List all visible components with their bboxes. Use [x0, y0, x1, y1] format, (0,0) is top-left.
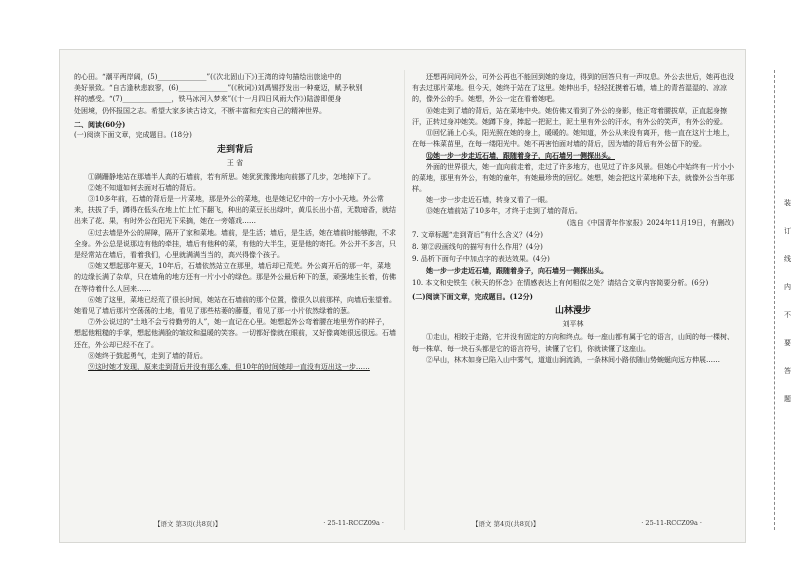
- question: 7. 文章标题“走到背后”有什么含义？(4分): [412, 230, 543, 239]
- paragraph: 还想再问问外公，可外公再也不能回到她的身边，得到的回答只有一声叹息。外公去世后，她再也没有去过那片菜地。但今天，她终于站在了这里。她伸出手，轻轻抚摸着石墙，墙上的青苔湿湿的、凉凉的，像外公的手。她想，外公一定在看着她吧。: [412, 73, 734, 104]
- paragraph: 她一步一步走近石墙，转身又看了一眼。: [426, 196, 552, 205]
- underlined-sentence: ⑨这时她才发现，原来走到背后并没有那么难，但10年的时间她却一直没有迈出这一步……: [88, 363, 370, 372]
- paragraph: ②早山，林木如身已陷入山中雾气，道道山涧流淌，一条林间小路依随山势蜿蜒向远方伸展……: [426, 355, 720, 364]
- spine-char: 线: [784, 255, 791, 263]
- part-heading: (一)阅读下面文章，完成题目。(18分): [74, 131, 192, 140]
- left-column: [74, 72, 396, 373]
- paragraph: 外面的世界很大，她一直向前走着，走过了许多地方，也见过了许多风景。但她心中始终有一片小小的菜地，那里有外公，有她的童年，有她最珍贵的回忆。她想，她会把这片菜地种下去，就像外公当年那样。: [412, 162, 734, 194]
- part-heading: (二)阅读下面文章，完成题目。(12分): [412, 291, 533, 301]
- bold-underlined-paragraph: ⑫她一步一步走近石墙，跟随着身子，向石墙另一侧探出头。: [426, 151, 615, 161]
- right-column: [412, 72, 734, 366]
- paragraph: ③10多年前，石墙的背后是一片菜地，那是外公的菜地，也是她记忆中的一方小小天地。外公常来，扶拔了手，蹲得在低头在地上忙上忙下翻飞，种出的菜豆长出绿叶，黄瓜长出小苗，无数暗香，就结出来了花、果，有时外公在阳光下采摘，她在一旁嬉戏……: [74, 195, 396, 226]
- paragraph: ②她不知道如何去面对石墙的背后。: [88, 183, 200, 192]
- text-line: 样的感受。“(7)______________，铁马冰河入梦来”(《十一月四日风雨大作》)陆游即便身: [74, 95, 342, 104]
- article-title: 走到背后: [216, 145, 253, 156]
- footer-code: · 25-11-RCCZ09a ·: [641, 519, 702, 527]
- article-title: 山林漫步: [554, 306, 591, 317]
- article-author: 刘平林: [562, 320, 584, 329]
- footer-page: 【语文 第3页(共8页)】: [154, 520, 222, 528]
- paragraph: ①走山，相较于走路，它并没有固定的方向和终点。每一座山都有属于它的语言，山间的每一棵树、每一株草、每一块石头都是它的语言符号，读懂了它们，你就读懂了这座山。: [412, 333, 734, 353]
- spine-char: 题: [784, 395, 791, 403]
- paragraph: ①蹒跚静地站在那墙半人高的石墙前，若有所思。她犹犹豫豫地向前挪了几步，怎地掉下了。: [88, 172, 375, 181]
- paragraph: ④过去墙是外公的屏障，隔开了家和菜地。墙前，是生活；墙后，是生活，她在墙前时能够跑，不求全身。外公总是说那边有他的牵挂，墙后有他种的菜，有他的大半生，更是他的寄托。外公并不多言，只是经常站在墙后，看着我们，心里就满满当当的，高兴得像个孩子。: [74, 228, 396, 260]
- spine-char: 不: [784, 311, 791, 319]
- section-heading: 二、阅读(60分): [74, 119, 126, 129]
- page-footer-left: [154, 519, 384, 528]
- paragraph: ⑥她了这里，菜地已经荒了很长时间，她站在石墙前的那个位置，像很久以前那样，向墙后张望着。她看见了墙后那片空荡荡的土地，看见了那些枯萎的藤蔓，看见了那一小片依然绿着的葱。: [74, 295, 396, 316]
- question-quote: 她一步一步走近石墙，跟随着身子，向石墙另一侧探出头。: [426, 266, 608, 276]
- paragraph: ⑤她又想起那年夏天，10年后，石墙依然站立在那里，墙后却已荒芜。外公离开后的那一年，菜地的边缘长满了杂草，只在墙角的地方还有一片小小的绿色。那是外公最后种下的葱，顽强地生长着，仿佛在等待着什么人回来……: [74, 262, 396, 293]
- spine-char: 订: [784, 227, 791, 235]
- paragraph: ⑬她在墙前站了10多年，才终于走到了墙的背后。: [426, 207, 582, 216]
- spine-char: 答: [784, 367, 791, 375]
- question: 10. 本文和史铁生《秋天的怀念》在情感表达上有何相似之处？请结合文章内容简要分析。(6分): [412, 278, 709, 287]
- question: 8. 第②段画线句的描写有什么作用？(4分): [412, 243, 543, 252]
- spine-char: 要: [784, 339, 791, 347]
- footer-code: · 25-11-RCCZ09a ·: [323, 519, 384, 527]
- paragraph: ⑪回忆涌上心头，阳光照在她的身上，暖暖的。她知道，外公从来没有离开，他一直在这片土地上，在每一株菜苗里，在每一缕阳光中。她不再害怕面对墙的背后，因为墙的背后有外公留下的爱。: [412, 129, 734, 149]
- source-note: (选自《中国青年作家报》2024年11月19日，有删改): [566, 218, 734, 227]
- exam-sheet: [60, 50, 791, 542]
- spine-char: 内: [784, 283, 791, 291]
- text-line: 美好景致。“自古逢秋悲寂寥，(6)______________”(《秋词》)刘禹锡抒发出一种豪迈，赋予秋别: [74, 84, 363, 93]
- footer-page: 【语文 第4页(共8页)】: [472, 520, 540, 528]
- paragraph: ⑩她走到了墙的背后，站在菜地中央。她仿佛又看到了外公的身影，他正弯着腰拔草，正直起身擦汗，正转过身冲她笑。她蹲下身，捧起一把泥土，泥土里有外公的汗水，有外公的笑声，有外公的爱。: [412, 106, 727, 126]
- article-author: 王 省: [226, 159, 244, 168]
- text-line: 的心田。“潮平两岸阔，(5)______________”(《次北固山下》)王湾的诗句描绘出旅途中的: [74, 73, 342, 81]
- text-line: 处困境，仍怀报国之志。希望大家多读古诗文，不断丰富和充实自己的精神世界。: [74, 106, 326, 115]
- binding-margin: [774, 70, 794, 530]
- paragraph: ⑦外公说过的“土地不会亏待勤劳的人”，她一直记在心里。她想起外公弯着腰在地里劳作的样子，想起他粗糙的手掌，想起他满脸的皱纹和温暖的笑容。一切都好像就在眼前，又好像离她很远很远。石墙还在，外公却已经不在了。: [74, 318, 396, 349]
- page-footer-right: [472, 519, 702, 528]
- paragraph: ⑧她终于鼓起勇气，走到了墙的背后。: [88, 351, 207, 360]
- column-divider: [404, 70, 405, 530]
- question: 9. 品析下面句子中加点字的表达效果。(4分): [412, 255, 550, 264]
- spine-char: 装: [784, 199, 791, 207]
